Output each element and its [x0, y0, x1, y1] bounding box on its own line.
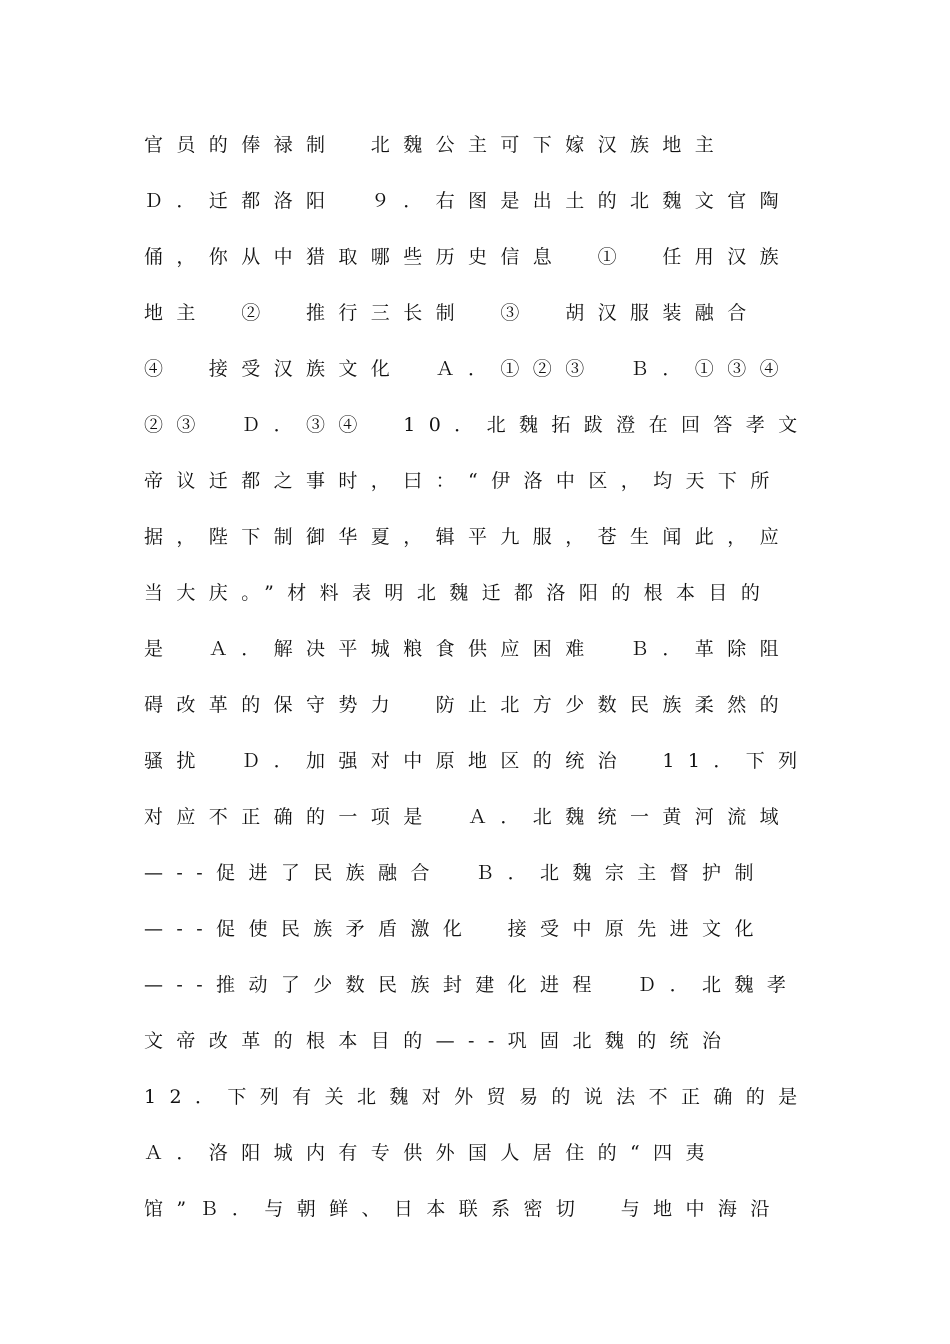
- text-line-16: —--推动了少数民族封建化进程 Ｄ．北魏孝: [144, 974, 800, 996]
- text-line-4: 地主 ② 推行三长制 ③ 胡汉服装融合: [144, 302, 760, 324]
- text-line-19: Ａ．洛阳城内有专供外国人居住的“四夷: [144, 1142, 718, 1164]
- text-line-2: Ｄ．迁都洛阳 ９．右图是出土的北魏文官陶: [144, 190, 793, 212]
- text-line-3: 俑，你从中猎取哪些历史信息 ① 任用汉族: [144, 246, 793, 268]
- text-line-20: 馆”Ｂ．与朝鲜、日本联系密切 与地中海沿: [144, 1198, 783, 1220]
- text-line-1: 官员的俸禄制 北魏公主可下嫁汉族地主: [144, 134, 728, 156]
- text-line-12: 骚扰 Ｄ．加强对中原地区的统治 11．下列: [144, 750, 811, 772]
- text-line-9: 当大庆。”材料表明北魏迁都洛阳的根本目的: [144, 582, 774, 604]
- text-line-14: —--促进了民族融合 Ｂ．北魏宗主督护制: [144, 862, 767, 884]
- text-line-8: 据，陛下制御华夏，辑平九服，苍生闻此，应: [144, 526, 793, 548]
- text-line-11: 碍改革的保守势力 防止北方少数民族柔然的: [144, 694, 793, 716]
- text-line-5: ④ 接受汉族文化 Ａ．①②③ Ｂ．①③④: [144, 358, 793, 380]
- text-line-17: 文帝改革的根本目的—--巩固北魏的统治: [144, 1030, 735, 1052]
- body-text: [144, 126, 824, 1246]
- text-line-7: 帝议迁都之事时，曰：“伊洛中区，均天下所: [144, 470, 783, 492]
- text-line-15: —--促使民族矛盾激化 接受中原先进文化: [144, 918, 767, 940]
- text-line-10: 是 Ａ．解决平城粮食供应困难 Ｂ．革除阻: [144, 638, 793, 660]
- text-line-18: 12．下列有关北魏对外贸易的说法不正确的是: [144, 1086, 811, 1108]
- text-line-6: ②③ Ｄ．③④ 10．北魏拓跋澄在回答孝文: [144, 414, 811, 436]
- text-line-13: 对应不正确的一项是 Ａ．北魏统一黄河流域: [144, 806, 793, 828]
